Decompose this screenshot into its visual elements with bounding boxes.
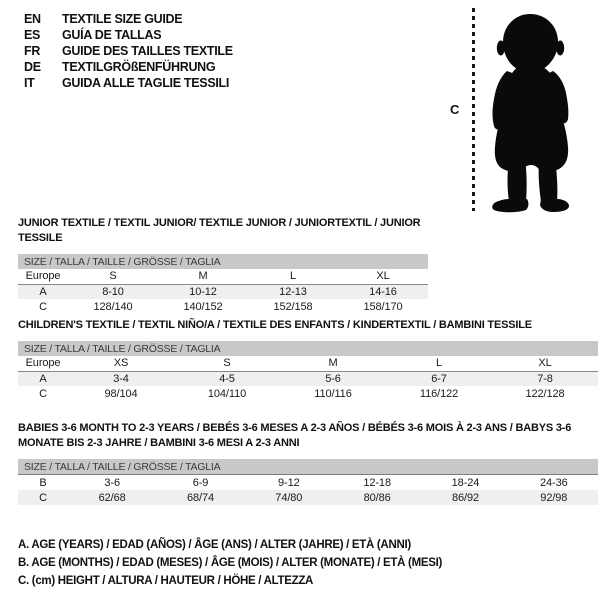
value-cell: 14-16 bbox=[338, 284, 428, 299]
row-label-cell: A bbox=[18, 284, 68, 299]
value-cell: 140/152 bbox=[183, 300, 223, 313]
value-cell: 158/170 bbox=[363, 300, 403, 313]
table-title: JUNIOR TEXTILE / TEXTIL JUNIOR/ TEXTILE JUNIOR / JUNIORTEXTIL / JUNIOR TESSILE bbox=[18, 217, 421, 244]
babies-size-table bbox=[18, 475, 598, 505]
value-cell: 104/110 bbox=[207, 387, 247, 400]
language-code: IT bbox=[24, 76, 35, 90]
height-measure-label: C bbox=[450, 102, 460, 117]
table-row bbox=[18, 356, 598, 371]
value-cell: L bbox=[386, 356, 492, 371]
height-figure bbox=[443, 8, 591, 213]
legend-line: B. AGE (MONTHS) / EDAD (MESES) / ÂGE (MOIS) / ALTER (MONATE) / ETÀ (MESI) bbox=[18, 557, 443, 569]
language-list bbox=[24, 11, 233, 91]
size-header: SIZE / TALLA / TAILLE / GRÖSSE / TAGLIA bbox=[18, 341, 598, 356]
row-label-cell: C bbox=[39, 387, 47, 400]
value-cell: XL bbox=[492, 356, 598, 371]
language-code: DE bbox=[24, 60, 41, 74]
size-header: SIZE / TALLA / TAILLE / GRÖSSE / TAGLIA bbox=[18, 459, 598, 475]
value-cell: 62/68 bbox=[68, 490, 156, 505]
language-label: TEXTILGRÖßENFÜHRUNG bbox=[62, 60, 216, 74]
value-cell: 6-9 bbox=[192, 476, 209, 489]
value-cell: 10-12 bbox=[158, 284, 248, 299]
language-code: EN bbox=[24, 12, 41, 26]
value-cell: 6-7 bbox=[386, 371, 492, 386]
table-row bbox=[18, 490, 598, 505]
language-label: GUÍA DE TALLAS bbox=[62, 28, 162, 42]
value-cell: 116/122 bbox=[419, 387, 459, 400]
size-header: SIZE / TALLA / TAILLE / GRÖSSE / TAGLIA bbox=[18, 254, 428, 269]
row-label-cell: C bbox=[39, 300, 47, 313]
value-cell: XL bbox=[338, 269, 428, 284]
row-label-cell: Europe bbox=[18, 269, 68, 284]
language-row bbox=[24, 11, 233, 27]
babies-textile-section bbox=[18, 421, 598, 505]
language-label: TEXTILE SIZE GUIDE bbox=[62, 12, 183, 26]
value-cell: XS bbox=[68, 356, 174, 371]
value-cell: 24-36 bbox=[540, 476, 568, 489]
language-code: ES bbox=[24, 28, 41, 42]
table-row bbox=[18, 386, 598, 401]
language-label: GUIDE DES TAILLES TEXTILE bbox=[62, 44, 233, 58]
legend bbox=[18, 536, 442, 590]
value-cell: M bbox=[280, 356, 386, 371]
value-cell: 92/98 bbox=[510, 490, 598, 505]
value-cell: 9-12 bbox=[278, 476, 300, 489]
height-measure-line bbox=[472, 8, 475, 211]
table-row bbox=[18, 284, 428, 299]
value-cell: S bbox=[174, 356, 280, 371]
value-cell: M bbox=[158, 269, 248, 284]
legend-line: A. AGE (YEARS) / EDAD (AÑOS) / ÂGE (ANS) / ALTER (JAHRE) / ETÀ (ANNI) bbox=[18, 539, 411, 551]
language-row bbox=[24, 59, 233, 75]
table-title: BABIES 3-6 MONTH TO 2-3 YEARS / BEBÉS 3-6 MESES A 2-3 AÑOS / BÉBÉS 3-6 MOIS À 2-3 ANS / BABYS 3-6 MONATE BIS 2-3 JAHRE / BAMBINI 3-6 MESI A 2-3 ANNI bbox=[18, 422, 572, 449]
language-row bbox=[24, 27, 233, 43]
value-cell: 18-24 bbox=[451, 476, 480, 489]
table-row bbox=[18, 299, 428, 314]
language-row bbox=[24, 75, 233, 91]
row-label-cell: A bbox=[18, 371, 68, 386]
row-label-cell: B bbox=[39, 476, 47, 489]
value-cell: 3-6 bbox=[104, 476, 120, 489]
value-cell: 7-8 bbox=[492, 371, 598, 386]
value-cell: 80/86 bbox=[333, 490, 421, 505]
value-cell: 5-6 bbox=[280, 371, 386, 386]
value-cell: 12-18 bbox=[363, 476, 391, 489]
junior-size-table bbox=[18, 269, 428, 314]
language-code: FR bbox=[24, 44, 41, 58]
children-size-table bbox=[18, 356, 598, 401]
table-row bbox=[18, 475, 598, 490]
value-cell: 4-5 bbox=[174, 371, 280, 386]
value-cell: 74/80 bbox=[245, 490, 333, 505]
value-cell: 98/104 bbox=[104, 387, 138, 400]
legend-line: C. (cm) HEIGHT / ALTURA / HAUTEUR / HÖHE / ALTEZZA bbox=[18, 575, 314, 587]
children-textile-section bbox=[18, 318, 598, 401]
value-cell: 86/92 bbox=[421, 490, 509, 505]
table-row bbox=[18, 269, 428, 284]
value-cell: L bbox=[248, 269, 338, 284]
row-label-cell: C bbox=[18, 490, 68, 505]
value-cell: 128/140 bbox=[93, 300, 133, 313]
value-cell: 122/128 bbox=[525, 387, 565, 400]
baby-silhouette-icon bbox=[483, 9, 579, 213]
value-cell: S bbox=[68, 269, 158, 284]
value-cell: 8-10 bbox=[68, 284, 158, 299]
value-cell: 152/158 bbox=[273, 300, 313, 313]
language-label: GUIDA ALLE TAGLIE TESSILI bbox=[62, 76, 230, 90]
value-cell: 12-13 bbox=[248, 284, 338, 299]
table-row bbox=[18, 371, 598, 386]
value-cell: 110/116 bbox=[314, 387, 352, 400]
table-title: CHILDREN'S TEXTILE / TEXTIL NIÑO/A / TEXTILE DES ENFANTS / KINDERTEXTIL / BAMBINI TESSILE bbox=[18, 319, 532, 331]
language-row bbox=[24, 43, 233, 59]
value-cell: 68/74 bbox=[156, 490, 244, 505]
junior-textile-section bbox=[18, 216, 428, 314]
row-label-cell: Europe bbox=[18, 356, 68, 371]
value-cell: 3-4 bbox=[68, 371, 174, 386]
